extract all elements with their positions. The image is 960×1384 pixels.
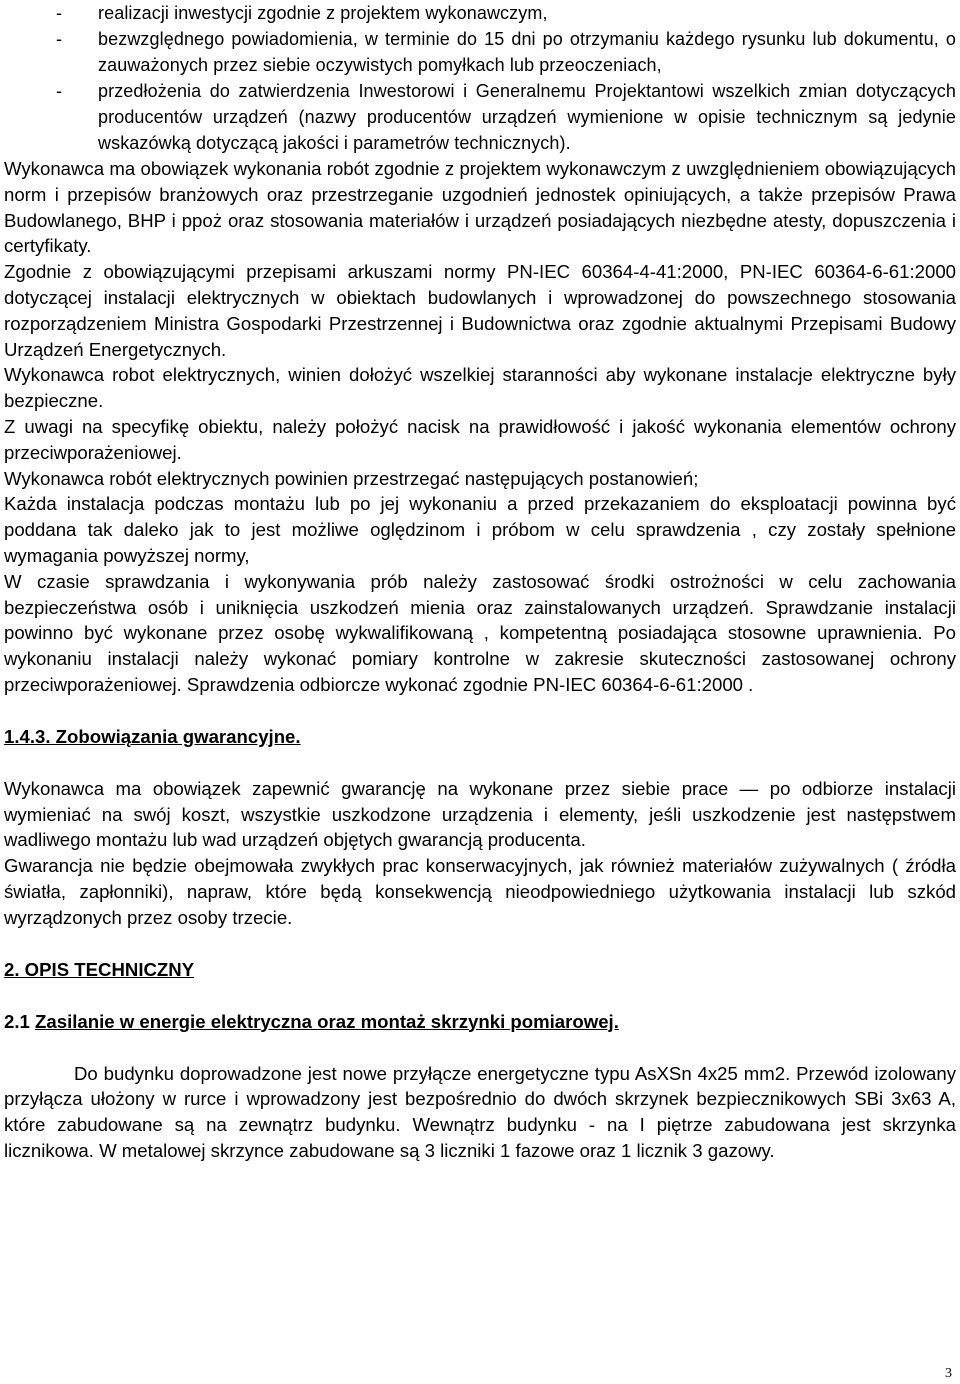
paragraph: Wykonawca ma obowiązek wykonania robót zgodnie z projektem wykonawczym z uwzględnieniem obowiązujących norm i przepisów branżowych oraz przestrzeganie uzgodnień jednostek opiniujących, a także przepisów Prawa Budowlanego, BHP i ppoż oraz stosowania materiałów i urządzeń posiadających niezbędne atesty, dopuszczenia i certyfikaty.	[4, 158, 956, 257]
list-item: - bezwzględnego powiadomienia, w terminie do 15 dni po otrzymaniu każdego rysunku lub dokumentu, o zauważonych przez siebie oczywistych pomyłkach lub przeoczeniach,	[4, 26, 956, 78]
paragraph: Zgodnie z obowiązującymi przepisami arkuszami normy PN-IEC 60364-4-41:2000, PN-IEC 60364-6-61:2000 dotyczącej instalacji elektrycznych w obiektach budowlanych i wprowadzonej do powszechnego stosowania rozporządzeniem Ministra Gospodarki Przestrzennej i Budownictwa oraz zgodnie aktualnymi Przepisami Budowy Urządzeń Energetycznych.	[4, 261, 956, 360]
dash-marker: -	[56, 3, 63, 23]
section-number: 2.1	[4, 1010, 30, 1032]
page-number: 3	[945, 1366, 952, 1381]
section-title: Zasilanie w energie elektryczna oraz montaż skrzynki pomiarowej.	[35, 1010, 619, 1032]
obligations-list	[4, 0, 956, 156]
paragraph: Z uwagi na specyfikę obiektu, należy położyć nacisk na prawidłowość i jakość wykonania elementów ochrony przeciwporażeniowej.	[4, 415, 956, 463]
list-item: - przedłożenia do zatwierdzenia Inwestorowi i Generalnemu Projektantowi wszelkich zmian dotyczących producentów urządzeń (nazwy producentów urządzeń wymienione w opisie technicznym są jedynie wskazówką dotyczącą jakości i parametrów technicznych).	[4, 78, 956, 156]
document-page	[4, 0, 956, 1164]
list-item: - realizacji inwestycji zgodnie z projektem wykonawczym,	[4, 0, 956, 26]
paragraph: Gwarancja nie będzie obejmowała zwykłych prac konserwacyjnych, jak również materiałów zużywalnych ( źródła światła, zapłonniki), napraw, które będą konsekwencją nieodpowiedniego użytkowania instalacji lub szkód wyrządzonych przez osoby trzecie.	[4, 855, 956, 928]
dash-marker: -	[56, 29, 63, 49]
paragraph: Wykonawca robot elektrycznych, winien dołożyć wszelkiej staranności aby wykonane instalacje elektryczne były bezpieczne.	[4, 364, 956, 412]
paragraph: Do budynku doprowadzone jest nowe przyłącze energetyczne typu AsXSn 4x25 mm2. Przewód izolowany przyłącza ułożony w rurce i wprowadzony jest bezpośrednio do dwóch skrzynek bezpiecznikowych SBi 3x63 A, które zabudowane są na zewnątrz budynku. Wewnątrz budynku - na I piętrze zabudowana jest skrzynka licznikowa. W metalowej skrzynce zabudowane są 3 liczniki 1 fazowe oraz 1 licznik 3 gazowy.	[4, 1062, 956, 1161]
section-heading-power-supply	[4, 1009, 956, 1035]
paragraph: W czasie sprawdzania i wykonywania prób należy zastosować środki ostrożności w celu zachowania bezpieczeństwa osób i uniknięcia uszkodzeń mienia oraz zainstalowanych urządzeń. Sprawdzanie instalacji powinno być wykonane przez osobę wykwalifikowaną , kompetentną posiadająca stosowne uprawnienia. Po wykonaniu instalacji należy wykonać pomiary kontrolne w zakresie skuteczności zastosowanej ochrony przeciwporażeniowej. Sprawdzenia odbiorcze wykonać zgodnie PN-IEC 60364-6-61:2000 .	[4, 570, 956, 695]
paragraph: Wykonawca ma obowiązek zapewnić gwarancję na wykonane przez siebie prace — po odbiorze instalacji wymieniać na swój koszt, wszystkie uszkodzone urządzenia i elementy, jeśli uszkodzenie jest następstwem wadliwego montażu lub wad urządzeń objętych gwarancją producenta.	[4, 777, 956, 851]
paragraph: Wykonawca robót elektrycznych powinien przestrzegać następujących postanowień;	[4, 467, 699, 489]
paragraph: Każda instalacja podczas montażu lub po jej wykonaniu a przed przekazaniem do eksploatacji powinna być poddana tak daleko jak to jest możliwe oględzinom i próbom w celu sprawdzenia , czy zostały spełnione wymagania powyższej normy,	[4, 493, 956, 566]
section-heading-warranty: 1.4.3. Zobowiązania gwarancyjne.	[4, 725, 301, 747]
dash-marker: -	[56, 81, 63, 101]
section-heading-technical-description: 2. OPIS TECHNICZNY	[4, 958, 195, 980]
